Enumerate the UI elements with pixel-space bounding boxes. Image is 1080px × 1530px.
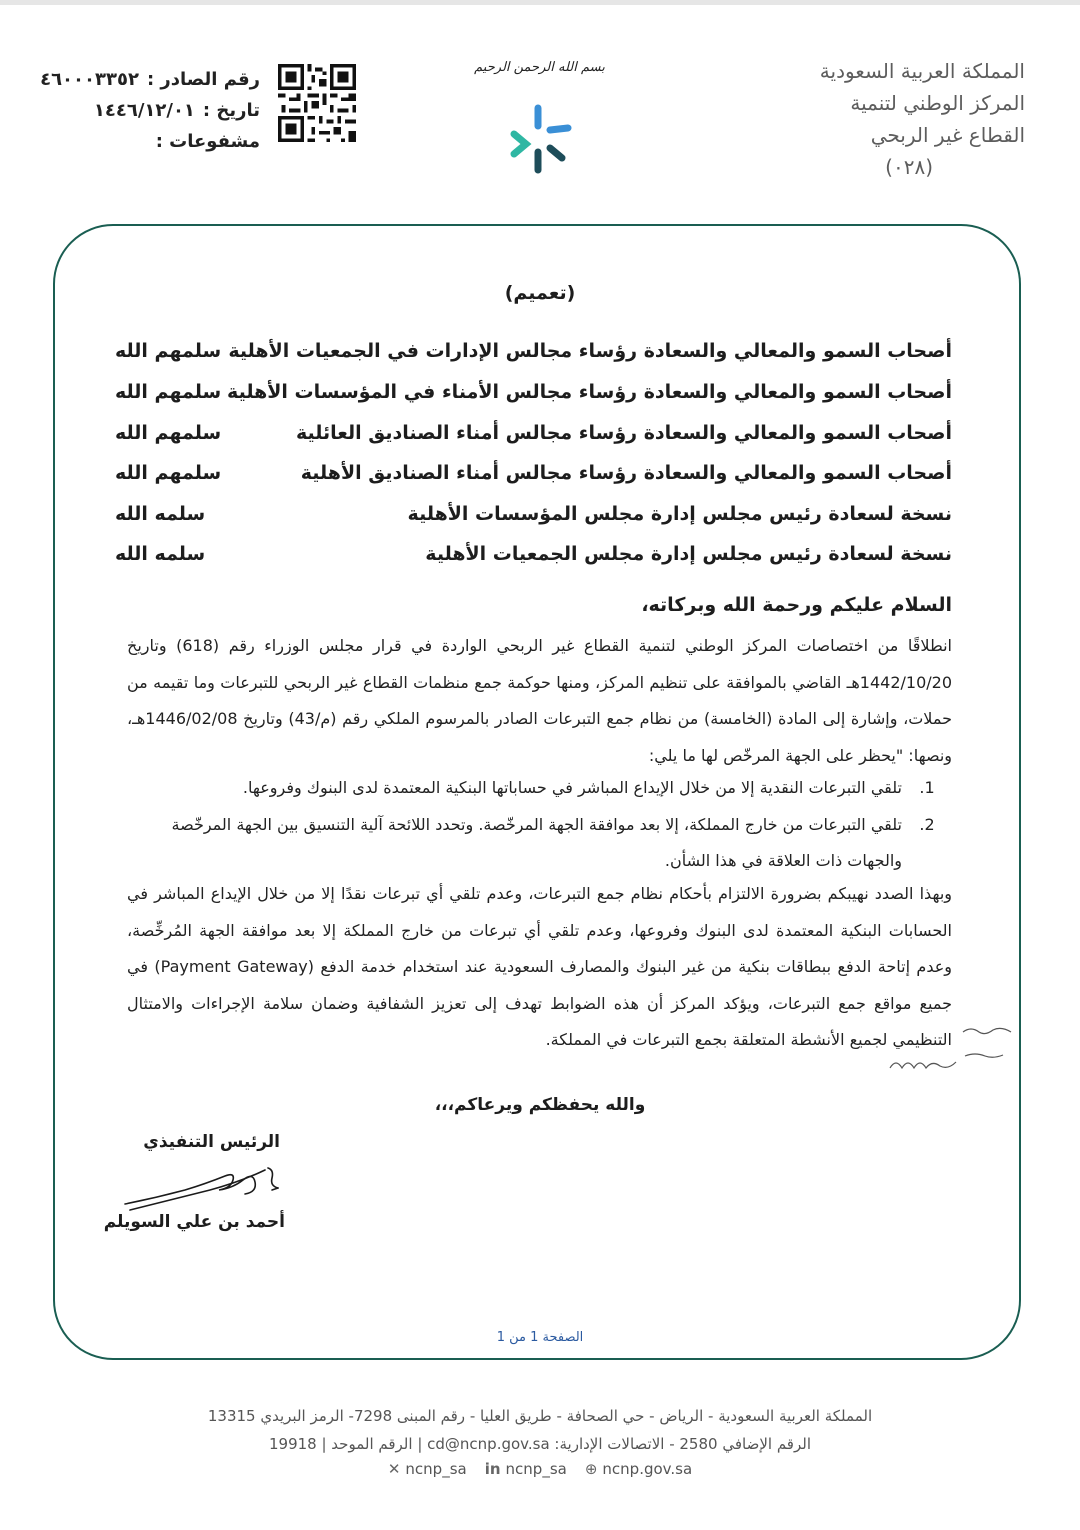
footer-contact: الرقم الإضافي 2580 - الاتصالات الإدارية: cd@ncnp.gov.sa | الرقم الموحد | 19918 [269,1435,811,1453]
date-value: ١٤٤٦/١٢/٠١ [93,100,195,121]
org-line-3: القطاع غير الربحي [870,123,1025,147]
addressee-greeting: سلمهم الله [115,462,222,484]
body-paragraph: وبهذا الصدد نهيبكم بضرورة الالتزام بأحكام نظام جمع التبرعات، وعدم تلقي أي تبرعات نقدًا إلا من خلال الإيداع المباشر في الحسابات البنكية المعتمدة لدى البنوك وفروعها، وعدم تلقي أي تبرعات من خارج المملكة إلا بعد موافقة الجهة المُرخِّصة، وعدم إتاحة الدفع ببطاقات بنكية من غير البنوك والمصارف السعودية عند استخدام خدمة الدفع (Payment Gateway) في جميع مواقع جمع التبرعات، ويؤكد المركز أن هذه الضوابط تهدف إلى تعزيز الشفافية وضمان سلامة الإجراءات والامتثال التنظيمي لجميع الأنشطة المتعلقة بجمع التبرعات في المملكة. [127,884,953,1049]
list-item-number: 2. [919,814,935,834]
addressee-greeting: سلمهم الله [115,340,222,362]
footer-social [180,1460,900,1478]
addressee-row [115,340,952,380]
x-icon: ✕ [387,1460,401,1478]
addressee-row [115,422,952,462]
ncnp-logo [430,58,650,203]
list-item [127,770,952,807]
signatory-name: أحمد بن علي السويلم [103,1212,285,1232]
addressee-row [115,543,952,583]
addressee-greeting: سلمهم الله [115,381,222,403]
date-row [50,95,260,126]
addressee-greeting: سلمهم الله [115,422,222,444]
reference-value: ٤٦٠٠٠٣٣٥٢ [40,69,139,90]
addressee-text: نسخة لسعادة رئيس مجلس إدارة مجلس المؤسسات الأهلية [407,503,952,525]
salutation: السلام عليكم ورحمة الله وبركاته، [641,594,952,616]
signatory-title: الرئيس التنفيذي [143,1132,280,1152]
page-number: الصفحة 1 من 1 [496,1330,584,1345]
attachments-row [50,126,260,157]
addressee-greeting: سلمه الله [115,543,206,565]
org-header [725,55,1025,183]
org-line-1: المملكة العربية السعودية [819,59,1025,83]
addressee-row [115,462,952,502]
circular-title: (تعميم) [504,282,576,304]
linkedin-icon: in [484,1460,501,1478]
linkedin-link[interactable] [485,1460,567,1478]
addressee-text: أصحاب السمو والمعالي والسعادة رؤساء مجالس الإدارات في الجمعيات الأهلية [228,340,952,362]
list-item-text: تلقي التبرعات النقدية إلا من خلال الإيداع المباشر في حساباتها البنكية المعتمدة لدى البنوك وفروعها. [242,778,902,797]
qr-code [278,64,356,142]
list-item-number: 1. [919,778,935,797]
org-number: (٠٢٨) [885,155,933,179]
intro-paragraph: انطلاقًا من اختصاصات المركز الوطني لتنمية القطاع غير الربحي الواردة في قرار مجلس الوزراء رقم (618) وتاريخ 1442/10/20هـ القاضي بالموافقة على تنظيم المركز، ومنها حوكمة جمع منظمات القطاع غير الربحي للتبرعات وما تقيمه من حملات، وإشارة إلى المادة (الخامسة) من نظام جمع التبرعات الصادر بالمرسوم الملكي رقم (م/43) وتاريخ 1446/02/08هـ، ونصها: "يحظر على الجهة المرخّص لها ما يلي: [127,636,952,765]
closing-line: والله يحفظكم ويرعاكم،،، [434,1095,646,1115]
reference-row [40,64,260,95]
reference-block [40,64,260,157]
addressee-text: أصحاب السمو والمعالي والسعادة رؤساء مجالس أمناء الصناديق العائلية [295,422,952,444]
attachments-label: مشفوعات : [155,131,260,152]
addressee-row [115,381,952,421]
list-item-text: تلقي التبرعات من خارج المملكة، إلا بعد موافقة الجهة المرخّصة. وتحدد اللائحة آلية التنسيق بين الجهة المرخّصة والجهات ذات العلاقة في هذا الشأن. [171,814,902,870]
addressee-row [115,503,952,543]
website-link[interactable] [585,1460,692,1478]
list-item [127,807,952,880]
prohibitions-list [127,770,952,880]
addressee-greeting: سلمه الله [115,503,206,525]
addressee-text: أصحاب السمو والمعالي والسعادة رؤساء مجالس أمناء الصناديق الأهلية [300,462,952,484]
x-handle: ncnp_sa [405,1460,467,1478]
handwritten-signature [120,1160,290,1220]
globe-icon: ⊕ [584,1460,598,1478]
org-line-2: المركز الوطني لتنمية [850,91,1025,115]
basmala: بسم الله الرحمن الرحيم [474,60,605,75]
initials-mark [885,1020,1020,1080]
addressee-text: أصحاب السمو والمعالي والسعادة رؤساء مجالس الأمناء في المؤسسات الأهلية [227,381,952,403]
reference-label: رقم الصادر : [146,69,260,90]
footer-address: المملكة العربية السعودية - الرياض - حي الصحافة - طريق العليا - رقم المبنى 7298- الرمز البريدي 13315 [207,1407,873,1425]
top-edge [0,0,1080,5]
date-label: تاريخ : [202,100,260,121]
linkedin-handle: ncnp_sa [505,1460,567,1478]
x-link[interactable] [388,1460,467,1478]
website-text: ncnp.gov.sa [602,1460,693,1478]
addressee-text: نسخة لسعادة رئيس مجلس إدارة مجلس الجمعيات الأهلية [425,543,952,565]
